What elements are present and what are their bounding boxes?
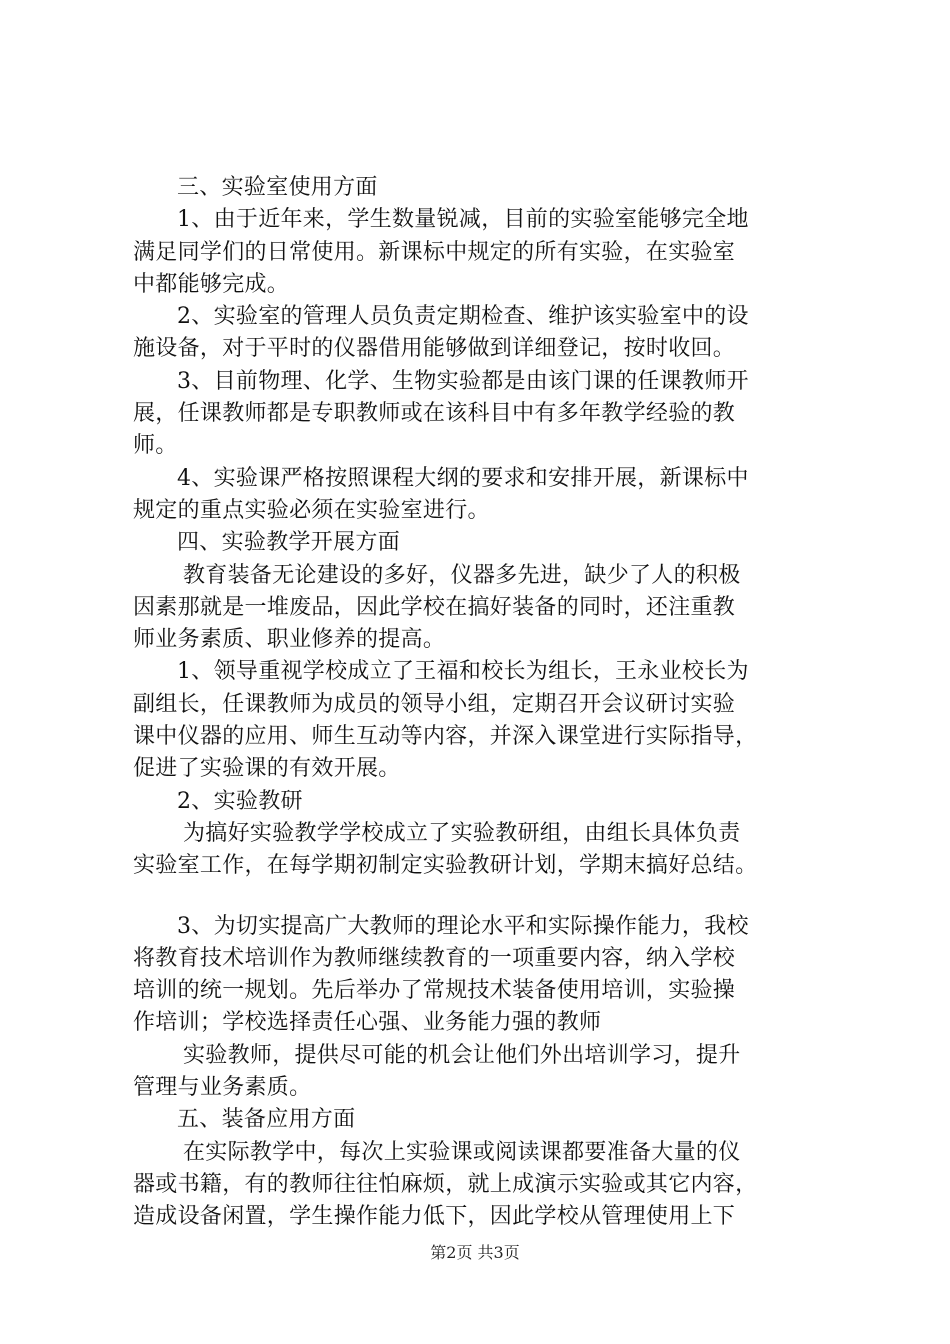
paragraph-line: 器或书籍，有的教师往往怕麻烦，就上成演示实验或其它内容，	[133, 1171, 758, 1197]
paragraph-line: 促进了实验课的有效开展。	[133, 756, 401, 782]
section-heading: 四、实验教学开展方面	[177, 530, 401, 556]
paragraph-line: 在实际教学中，每次上实验课或阅读课都要准备大量的仪	[183, 1139, 741, 1165]
paragraph-line: 造成设备闲置，学生操作能力低下，因此学校从管理使用上下	[133, 1204, 736, 1230]
paragraph-line: 实验室工作，在每学期初制定实验教研计划，学期末搞好总结。	[133, 853, 758, 879]
paragraph-line: 为搞好实验教学学校成立了实验教研组，由组长具体负责	[183, 820, 741, 846]
paragraph-line: 师。	[133, 433, 178, 459]
paragraph-line: 1、由于近年来，学生数量锐减，目前的实验室能够完全地	[177, 207, 749, 233]
paragraph-line: 3、为切实提高广大教师的理论水平和实际操作能力，我校	[177, 913, 749, 939]
subsection-heading: 2、实验教研	[177, 788, 303, 814]
section-heading: 五、装备应用方面	[177, 1107, 356, 1133]
paragraph-line: 将教育技术培训作为教师继续教育的一项重要内容，纳入学校	[133, 945, 736, 971]
paragraph-line: 因素那就是一堆废品，因此学校在搞好装备的同时，还注重教	[133, 594, 736, 620]
paragraph-line: 副组长，任课教师为成员的领导小组，定期召开会议研讨实验	[133, 691, 736, 717]
page-number-footer: 第2页 共3页	[430, 1243, 520, 1262]
document-body	[133, 172, 833, 1234]
paragraph-line: 展，任课教师都是专职教师或在该科目中有多年教学经验的教	[133, 401, 736, 427]
paragraph-line: 课中仪器的应用、师生互动等内容，并深入课堂进行实际指导，	[133, 724, 758, 750]
paragraph-line: 1、领导重视学校成立了王福和校长为组长，王永业校长为	[177, 659, 749, 685]
paragraph-line: 施设备，对于平时的仪器借用能够做到详细登记，按时收回。	[133, 336, 736, 362]
paragraph-line: 满足同学们的日常使用。新课标中规定的所有实验，在实验室	[133, 239, 736, 265]
paragraph-line: 实验教师，提供尽可能的机会让他们外出培训学习，提升	[183, 1042, 741, 1068]
paragraph-line: 中都能够完成。	[133, 271, 290, 297]
paragraph-line: 规定的重点实验必须在实验室进行。	[133, 497, 490, 523]
section-heading: 三、实验室使用方面	[177, 175, 378, 200]
paragraph-line: 4、实验课严格按照课程大纲的要求和安排开展，新课标中	[177, 465, 749, 491]
paragraph-line: 培训的统一规划。先后举办了常规技术装备使用培训，实验操	[133, 978, 736, 1004]
paragraph-line: 作培训；学校选择责任心强、业务能力强的教师	[133, 1010, 602, 1036]
paragraph-gap	[133, 883, 833, 911]
paragraph-line: 3、目前物理、化学、生物实验都是由该门课的任课教师开	[177, 368, 749, 394]
paragraph-line: 管理与业务素质。	[133, 1075, 312, 1101]
paragraph-line: 2、实验室的管理人员负责定期检查、维护该实验室中的设	[177, 304, 749, 330]
paragraph-line: 师业务素质、职业修养的提高。	[133, 627, 446, 653]
paragraph-line: 教育装备无论建设的多好，仪器多先进，缺少了人的积极	[183, 562, 741, 588]
